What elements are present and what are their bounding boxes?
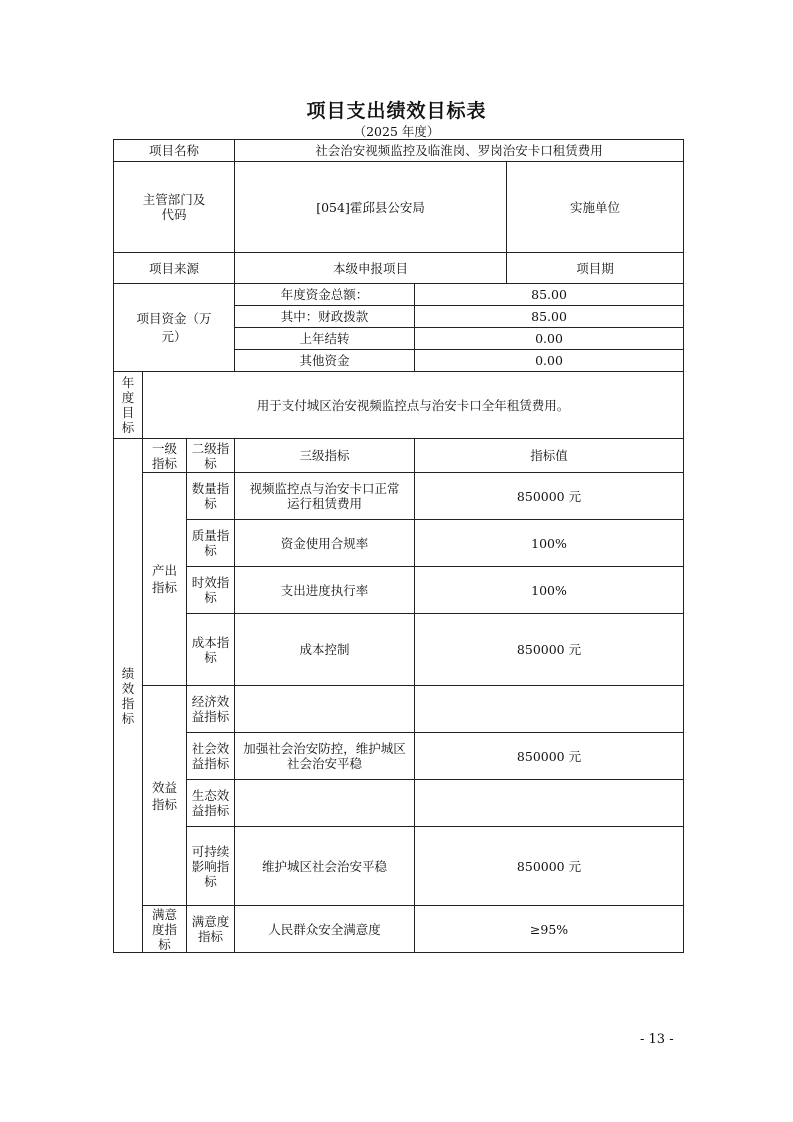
level2-cell: 数量指标 <box>187 473 235 520</box>
level2-cell: 社会效益指标 <box>187 733 235 780</box>
header-value: 指标值 <box>415 439 684 473</box>
performance-label: 绩效指标 <box>114 439 143 953</box>
table-row <box>114 567 684 614</box>
level3-cell: 成本控制 <box>235 614 415 686</box>
period-label: 项目期 <box>507 253 684 284</box>
table-row <box>114 733 684 780</box>
project-name-label: 项目名称 <box>114 140 235 162</box>
value-cell: 850000 元 <box>415 614 684 686</box>
table-row <box>114 284 684 306</box>
value-cell: 850000 元 <box>415 473 684 520</box>
funds-row-value: 85.00 <box>415 306 684 328</box>
header-level3: 三级指标 <box>235 439 415 473</box>
table-row <box>114 686 684 733</box>
source-label: 项目来源 <box>114 253 235 284</box>
table-row <box>114 520 684 567</box>
value-cell <box>415 686 684 733</box>
level3-cell: 支出进度执行率 <box>235 567 415 614</box>
level2-cell: 可持续影响指标 <box>187 827 235 906</box>
level3-cell <box>235 780 415 827</box>
dept-value: [054]霍邱县公安局 <box>235 162 507 253</box>
table-row <box>114 780 684 827</box>
table-row <box>114 827 684 906</box>
funds-row-label: 其中：财政拨款 <box>235 306 415 328</box>
funds-row-value: 0.00 <box>415 328 684 350</box>
source-value: 本级申报项目 <box>235 253 507 284</box>
value-cell: 100% <box>415 567 684 614</box>
value-cell: 100% <box>415 520 684 567</box>
funds-row-value: 85.00 <box>415 284 684 306</box>
value-cell: ≥95% <box>415 906 684 953</box>
funds-label: 项目资金（万元） <box>114 284 235 372</box>
value-cell <box>415 780 684 827</box>
dept-label: 主管部门及代码 <box>114 162 235 253</box>
table-row <box>114 140 684 162</box>
level3-cell <box>235 686 415 733</box>
table-row <box>114 253 684 284</box>
value-cell: 850000 元 <box>415 827 684 906</box>
level3-cell: 加强社会治安防控，维护城区社会治安平稳 <box>235 733 415 780</box>
level3-cell: 资金使用合规率 <box>235 520 415 567</box>
table-row <box>114 162 684 253</box>
level3-cell: 视频监控点与治安卡口正常运行租赁费用 <box>235 473 415 520</box>
level3-cell: 维护城区社会治安平稳 <box>235 827 415 906</box>
table-row <box>114 439 684 473</box>
impl-unit-label: 实施单位 <box>507 162 684 253</box>
benefit-indicator-label: 效益指标 <box>143 686 187 906</box>
funds-row-label: 其他资金 <box>235 350 415 372</box>
table-row <box>114 614 684 686</box>
header-level1: 一级指标 <box>143 439 187 473</box>
performance-goal-table <box>113 139 684 953</box>
header-level2: 二级指标 <box>187 439 235 473</box>
level2-cell: 经济效益指标 <box>187 686 235 733</box>
table-row <box>114 473 684 520</box>
page-title: 项目支出绩效目标表 <box>306 100 487 122</box>
level2-cell: 满意度指标 <box>187 906 235 953</box>
level2-cell: 时效指标 <box>187 567 235 614</box>
table-row <box>114 906 684 953</box>
funds-row-label: 上年结转 <box>235 328 415 350</box>
satisfaction-indicator-label: 满意度指标 <box>143 906 187 953</box>
funds-row-value: 0.00 <box>415 350 684 372</box>
page-subtitle: （2025 年度） <box>353 124 440 139</box>
funds-row-label: 年度资金总额： <box>235 284 415 306</box>
level2-cell: 生态效益指标 <box>187 780 235 827</box>
level2-cell: 质量指标 <box>187 520 235 567</box>
annual-goal-text: 用于支付城区治安视频监控点与治安卡口全年租赁费用。 <box>143 372 684 439</box>
value-cell: 850000 元 <box>415 733 684 780</box>
table-row <box>114 372 684 439</box>
page-number: - 13 - <box>640 1032 674 1047</box>
project-name-value: 社会治安视频监控及临淮岗、罗岗治安卡口租赁费用 <box>235 140 684 162</box>
output-indicator-label: 产出指标 <box>143 473 187 686</box>
level3-cell: 人民群众安全满意度 <box>235 906 415 953</box>
annual-goal-label: 年度目标 <box>114 372 143 439</box>
level2-cell: 成本指标 <box>187 614 235 686</box>
